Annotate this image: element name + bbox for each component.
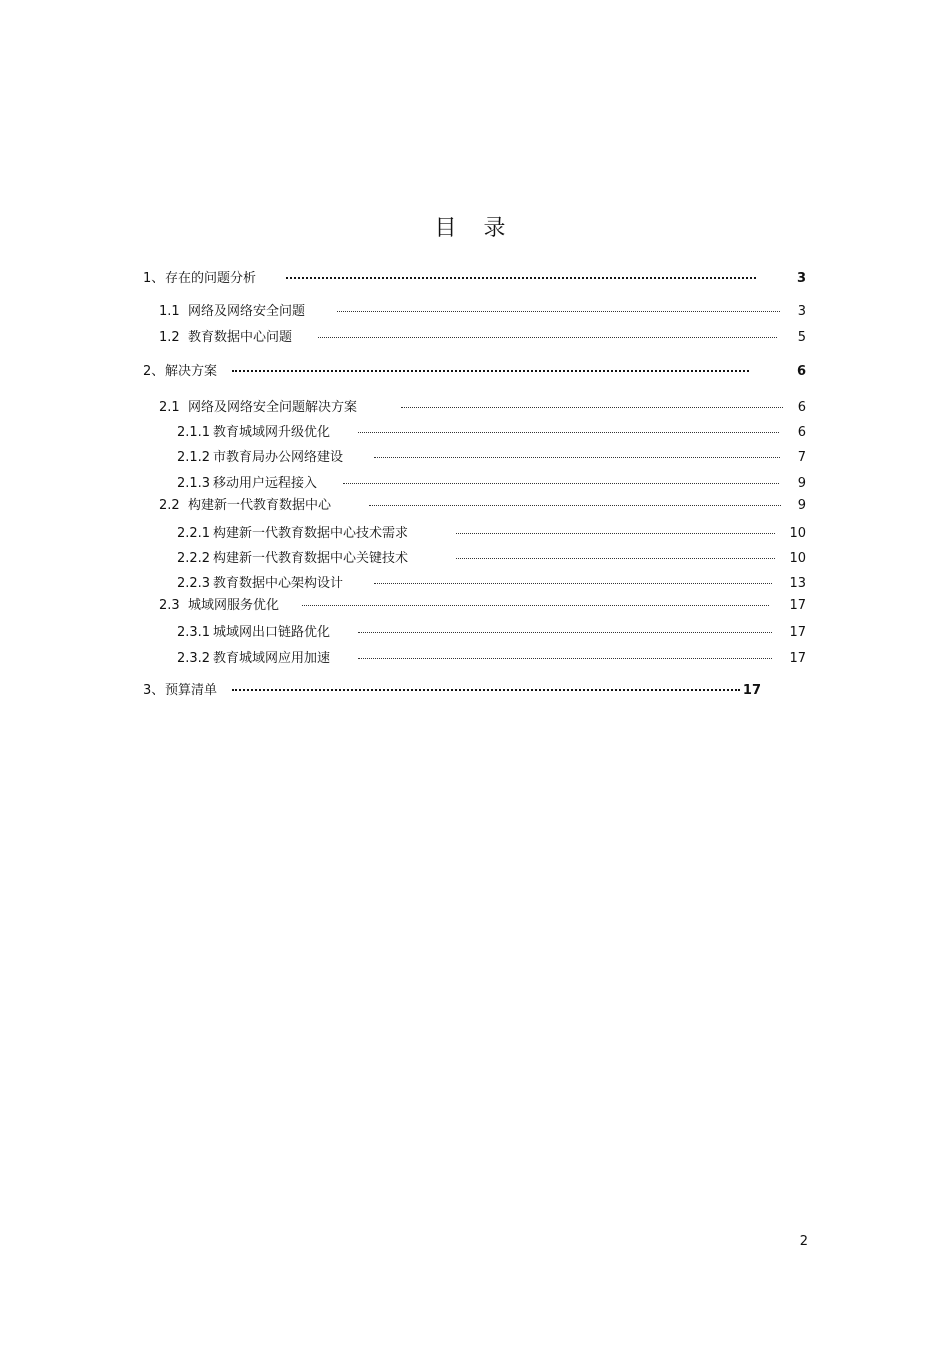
toc-entry-page: 3 bbox=[797, 304, 806, 319]
toc-entry-page: 9 bbox=[797, 476, 806, 491]
toc-entry-number: 1.2 bbox=[159, 330, 180, 345]
toc-entry-title: 存在的问题分析 bbox=[165, 271, 257, 286]
toc-entry[interactable] bbox=[0, 302, 950, 322]
toc-entry-page: 5 bbox=[797, 330, 806, 345]
toc-entry-page: 7 bbox=[797, 450, 806, 465]
toc-entry-page: 17 bbox=[789, 598, 806, 613]
toc-entry-number: 1、 bbox=[143, 271, 165, 286]
toc-entry-title: 教育数据中心架构设计 bbox=[213, 576, 344, 591]
toc-entry[interactable] bbox=[0, 623, 950, 643]
toc-entry[interactable] bbox=[0, 681, 950, 701]
toc-dot-leader bbox=[456, 558, 775, 559]
toc-dot-leader bbox=[374, 457, 780, 458]
toc-entry-number: 2.3 bbox=[159, 598, 180, 613]
toc-entry-page: 9 bbox=[797, 498, 806, 513]
page-title: 目 录 bbox=[434, 216, 516, 241]
toc-entry-number: 3、 bbox=[143, 683, 165, 698]
toc-entry-title: 预算清单 bbox=[165, 683, 218, 698]
toc-entry-title: 网络及网络安全问题 bbox=[188, 304, 306, 319]
toc-dot-leader bbox=[337, 311, 780, 312]
toc-dot-leader bbox=[302, 605, 769, 606]
toc-dot-leader bbox=[369, 505, 781, 506]
toc-entry-page: 13 bbox=[789, 576, 806, 591]
toc-entry-title: 构建新一代教育数据中心技术需求 bbox=[213, 526, 409, 541]
toc-entry[interactable] bbox=[0, 362, 950, 382]
toc-entry[interactable] bbox=[0, 328, 950, 348]
toc-dot-leader bbox=[401, 407, 783, 408]
toc-entry-title: 网络及网络安全问题解决方案 bbox=[188, 400, 358, 415]
toc-entry[interactable] bbox=[0, 448, 950, 468]
toc-entry[interactable] bbox=[0, 649, 950, 669]
toc-entry-number: 2、 bbox=[143, 364, 165, 379]
toc-entry-page: 6 bbox=[797, 400, 806, 415]
toc-entry-number: 2.2 bbox=[159, 498, 180, 513]
toc-entry[interactable] bbox=[0, 423, 950, 443]
toc-entry-page: 17 bbox=[789, 651, 806, 666]
toc-dot-leader bbox=[456, 533, 775, 534]
toc-entry[interactable] bbox=[0, 524, 950, 544]
toc-dot-leader bbox=[343, 483, 779, 484]
toc-entry-number: 2.1.3 bbox=[177, 476, 211, 491]
toc-entry[interactable] bbox=[0, 574, 950, 594]
toc-entry-title: 构建新一代教育数据中心 bbox=[188, 498, 332, 513]
toc-entry-number: 2.2.1 bbox=[177, 526, 211, 541]
toc-entry[interactable] bbox=[0, 474, 950, 494]
toc-dot-leader bbox=[358, 632, 772, 633]
toc-entry[interactable] bbox=[0, 398, 950, 418]
toc-entry-number: 2.1.1 bbox=[177, 425, 211, 440]
toc-dot-leader bbox=[358, 658, 772, 659]
toc-entry-title: 市教育局办公网络建设 bbox=[213, 450, 344, 465]
toc-entry-title: 教育数据中心问题 bbox=[188, 330, 293, 345]
toc-entry-page: 3 bbox=[796, 271, 806, 286]
toc-entry-page: 10 bbox=[789, 551, 806, 566]
toc-entry-page: 17 bbox=[742, 683, 761, 698]
toc-entry-title: 解决方案 bbox=[165, 364, 218, 379]
toc-entry-number: 2.2.3 bbox=[177, 576, 211, 591]
toc-dot-leader bbox=[374, 583, 772, 584]
toc-dot-leader bbox=[232, 689, 740, 691]
toc-entry-number: 2.3.2 bbox=[177, 651, 211, 666]
toc-entry-page: 6 bbox=[796, 364, 806, 379]
toc-entry-title: 教育城域网应用加速 bbox=[213, 651, 331, 666]
toc-dot-leader bbox=[318, 337, 777, 338]
toc-dot-leader bbox=[286, 277, 756, 279]
toc-entry-page: 6 bbox=[797, 425, 806, 440]
toc-entry-number: 1.1 bbox=[159, 304, 180, 319]
toc-entry-number: 2.1 bbox=[159, 400, 180, 415]
toc-dot-leader bbox=[232, 370, 749, 372]
toc-entry-title: 城域网服务优化 bbox=[188, 598, 280, 613]
toc-entry-number: 2.1.2 bbox=[177, 450, 211, 465]
toc-entry[interactable] bbox=[0, 496, 950, 516]
toc-entry-title: 教育城域网升级优化 bbox=[213, 425, 331, 440]
toc-entry-number: 2.3.1 bbox=[177, 625, 211, 640]
toc-entry-number: 2.2.2 bbox=[177, 551, 211, 566]
toc-entry-title: 构建新一代教育数据中心关键技术 bbox=[213, 551, 409, 566]
toc-entry[interactable] bbox=[0, 596, 950, 616]
page-number: 2 bbox=[799, 1234, 808, 1249]
toc-entry-title: 城域网出口链路优化 bbox=[213, 625, 331, 640]
toc-dot-leader bbox=[358, 432, 779, 433]
toc-entry[interactable] bbox=[0, 269, 950, 289]
toc-entry-page: 10 bbox=[789, 526, 806, 541]
toc-entry-page: 17 bbox=[789, 625, 806, 640]
toc-entry-title: 移动用户远程接入 bbox=[213, 476, 318, 491]
toc-entry[interactable] bbox=[0, 549, 950, 569]
